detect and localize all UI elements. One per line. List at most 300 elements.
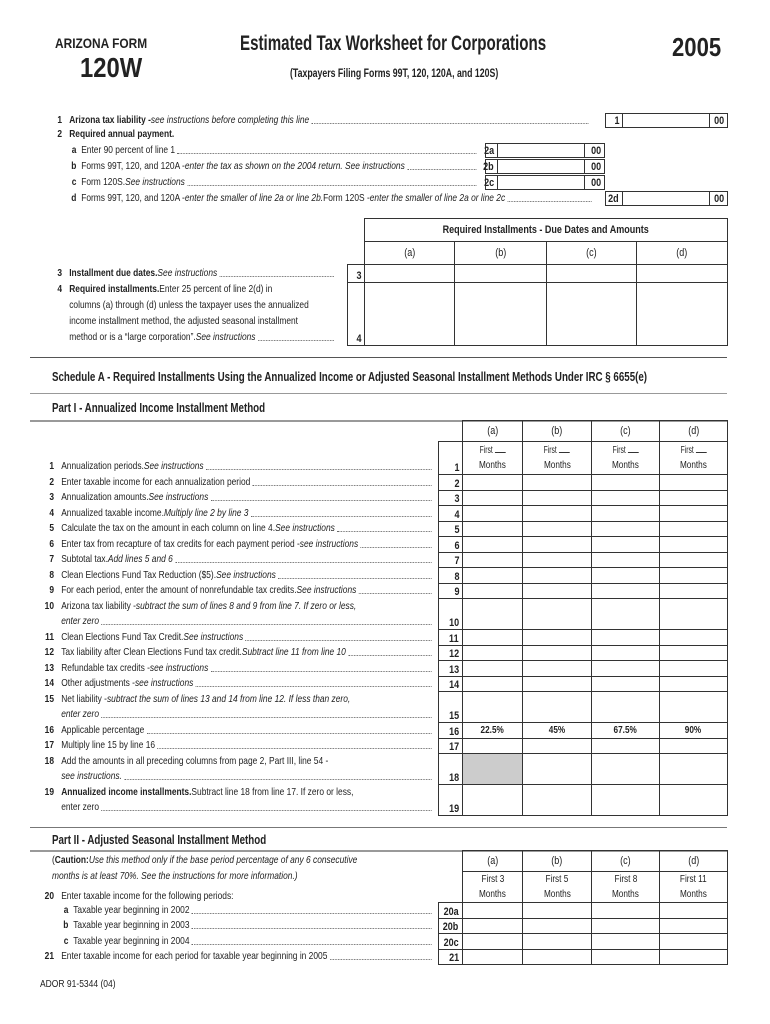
cell-text: 00 <box>713 115 724 127</box>
line-label <box>38 459 434 473</box>
column-header <box>591 850 660 872</box>
months-count-blank[interactable] <box>696 443 707 453</box>
months-count-blank[interactable] <box>628 443 639 453</box>
amount-field[interactable] <box>462 676 523 693</box>
amount-field[interactable] <box>659 629 728 646</box>
line-label-inner <box>38 769 434 783</box>
dot-leader <box>278 578 431 579</box>
line-number-box <box>438 660 463 677</box>
line-label <box>38 475 434 489</box>
line-number: 5 <box>49 522 54 534</box>
taxable-income-field[interactable] <box>591 918 660 935</box>
cell-text: 16 <box>448 725 459 738</box>
taxable-income-field[interactable] <box>462 902 523 919</box>
line-text: Subtotal tax. <box>61 553 108 565</box>
amount-field[interactable] <box>591 784 660 816</box>
amount-field[interactable] <box>497 143 585 158</box>
line-text: Forms 99T, 120, and 120A - <box>81 160 185 172</box>
months-label: Months <box>543 889 571 900</box>
line-text: See instructions <box>157 267 218 279</box>
amount-field[interactable] <box>591 738 660 755</box>
cents-field[interactable] <box>709 113 728 128</box>
caution-segment: Caution: <box>54 854 89 866</box>
line-text: See instructions <box>148 491 209 503</box>
cell-text: 14 <box>448 679 459 691</box>
amount-field[interactable] <box>659 660 728 677</box>
amount-field[interactable] <box>591 629 660 646</box>
period-label: First 11 <box>680 874 707 885</box>
line-label <box>38 785 434 799</box>
page-title: Estimated Tax Worksheet for Corporations <box>240 32 547 55</box>
amount-field[interactable] <box>522 567 592 584</box>
line-label <box>38 645 434 659</box>
amount-field[interactable] <box>522 645 592 662</box>
line-number: 1 <box>57 114 62 126</box>
line-text: method or is a “large corporation”. <box>69 331 196 343</box>
line-number-box <box>605 191 623 206</box>
line-label <box>38 537 434 551</box>
amount-field[interactable] <box>591 490 660 507</box>
amount-field[interactable] <box>591 505 660 522</box>
taxable-income-field[interactable] <box>659 918 728 935</box>
line-number: 12 <box>44 646 54 658</box>
dot-leader <box>175 562 431 563</box>
line-number: 8 <box>49 568 54 581</box>
dot-leader <box>211 671 432 672</box>
line-label-inner <box>46 191 594 205</box>
column-header <box>659 420 728 442</box>
annualization-period-field[interactable] <box>591 441 660 475</box>
line-number-box <box>438 918 463 935</box>
amount-field[interactable] <box>462 660 523 677</box>
amount-field[interactable] <box>462 536 523 553</box>
cell-text: 2c <box>483 177 494 189</box>
line-text: Required annual payment. <box>69 128 175 140</box>
cell-text: 2b <box>483 161 494 173</box>
amount-field[interactable] <box>659 784 728 816</box>
cell-text: 00 <box>590 177 601 189</box>
line-number-box <box>438 722 463 739</box>
caution-text <box>52 853 432 867</box>
line-number: 13 <box>44 661 54 674</box>
amount-field[interactable] <box>659 583 728 600</box>
line-text: Enter taxable income for each annualization period <box>61 475 251 488</box>
line-number: 7 <box>49 553 54 565</box>
line-number: 15 <box>44 692 54 705</box>
line-number-box <box>438 676 463 693</box>
amount-field[interactable] <box>462 645 523 662</box>
amount-field[interactable] <box>522 598 592 630</box>
line-text: Refundable tax credits - <box>61 661 150 674</box>
installments-title <box>364 218 728 242</box>
amount-field[interactable] <box>462 784 523 816</box>
cell-text: 10 <box>448 617 459 629</box>
amount-field[interactable] <box>462 474 523 491</box>
amount-field[interactable] <box>462 505 523 522</box>
caution-text <box>52 869 432 883</box>
column-header <box>522 420 592 442</box>
line-label <box>38 949 434 963</box>
line-number-box <box>438 536 463 553</box>
amount-field[interactable] <box>591 567 660 584</box>
line-label-inner <box>38 800 434 814</box>
cell-text: 12 <box>448 648 459 660</box>
line-text: Subtract line 18 from line 17. If zero or less, <box>191 785 354 798</box>
amount-field[interactable] <box>591 660 660 677</box>
line-number: 1 <box>49 460 54 472</box>
cell-text: (c) <box>620 855 631 867</box>
amount-field[interactable] <box>659 691 728 723</box>
amount-field[interactable] <box>462 691 523 723</box>
form-label: ARIZONA FORM <box>55 35 148 51</box>
line-number: a <box>71 144 77 156</box>
page-subtitle: (Taxpayers Filing Forms 99T, 120, 120A, and 120S) <box>290 68 499 80</box>
annualization-period-field[interactable] <box>659 441 728 475</box>
amount-field[interactable] <box>659 753 728 785</box>
amount-field[interactable] <box>462 552 523 569</box>
amount-field[interactable] <box>462 722 523 739</box>
taxable-income-field[interactable] <box>522 933 592 950</box>
line-text: For each period, enter the amount of nonrefundable tax credits. <box>61 584 297 596</box>
divider <box>30 357 727 358</box>
cell-text: (c) <box>586 247 597 259</box>
amount-field[interactable] <box>522 552 592 569</box>
amount-field[interactable] <box>522 629 592 646</box>
line-label <box>38 692 434 706</box>
line-text: Clean Elections Fund Tax Credit. <box>61 630 184 643</box>
taxable-income-field[interactable] <box>522 918 592 935</box>
cell-text: 3 <box>454 493 460 505</box>
amount-field[interactable] <box>591 676 660 693</box>
months-count-blank[interactable] <box>495 443 506 453</box>
cell-text: 00 <box>590 145 601 157</box>
line-text: enter the tax as shown on the 2004 return. See instructions <box>184 160 405 172</box>
amount-field[interactable] <box>462 598 523 630</box>
line-text: Annualized income installments. <box>61 785 192 798</box>
amount-field[interactable] <box>522 583 592 600</box>
caution-segment: ( <box>52 854 55 866</box>
line-label-inner <box>46 298 336 312</box>
line-text: Form 120S - <box>323 192 370 204</box>
amount-field[interactable] <box>659 567 728 584</box>
line-text: Form 120S. <box>81 176 126 188</box>
part2-title: Part II - Adjusted Seasonal Installment Method <box>52 833 267 847</box>
line-number-box <box>438 490 463 507</box>
amount-field[interactable] <box>522 722 592 739</box>
form-year: 2005 <box>672 32 722 62</box>
amount-field[interactable] <box>462 629 523 646</box>
amount-field[interactable] <box>622 191 710 206</box>
line-text: See instructions <box>296 584 357 596</box>
amount-field[interactable] <box>522 490 592 507</box>
taxable-income-field[interactable] <box>522 949 592 966</box>
amount-field[interactable] <box>659 552 728 569</box>
amount-field[interactable] <box>497 159 585 174</box>
caution-inner <box>52 853 432 867</box>
line-text: see instructions <box>134 677 194 689</box>
cents-field[interactable] <box>584 159 605 174</box>
cell-text: 2 <box>454 477 460 490</box>
line-label-inner <box>38 506 434 520</box>
line-number-box <box>438 691 463 723</box>
line-text: Taxable year beginning in 2003 <box>73 919 190 931</box>
line-label-inner <box>38 785 434 799</box>
taxable-income-field[interactable] <box>591 949 660 966</box>
line-label-inner <box>46 330 336 344</box>
amount-field[interactable] <box>659 676 728 693</box>
cell-text: 2a <box>483 145 494 157</box>
period-label: First 8 <box>614 874 637 885</box>
first-text: First <box>543 445 557 456</box>
cell-text: (d) <box>687 425 700 437</box>
amount-field[interactable] <box>522 536 592 553</box>
amount-field[interactable] <box>591 691 660 723</box>
dot-leader <box>253 485 432 486</box>
column-header <box>591 420 660 442</box>
dot-leader <box>192 944 432 945</box>
months-label: Months <box>479 889 506 900</box>
amount-field[interactable] <box>462 738 523 755</box>
amount-field[interactable] <box>497 175 585 190</box>
line-number-box <box>347 264 365 283</box>
first-label <box>478 443 507 458</box>
installment-amount-field[interactable] <box>454 282 547 346</box>
line-text: See instructions <box>275 522 335 534</box>
line-label <box>46 159 479 173</box>
due-date-field[interactable] <box>364 264 455 283</box>
cell-text: 45% <box>548 724 566 736</box>
cell-text: Required Installments - Due Dates and Amounts <box>442 224 650 236</box>
line-text: subtract the sum of lines 13 and 14 from line 12. If less than zero, <box>106 692 351 705</box>
line-text: subtract the sum of lines 8 and 9 from line 7. If zero or less, <box>135 599 357 612</box>
line-number: b <box>71 160 77 172</box>
caution-inner <box>52 869 432 883</box>
line-text: Enter taxable income for each period for taxable year beginning in 2005 <box>61 950 328 962</box>
dot-leader <box>211 500 432 501</box>
line-number: 11 <box>45 630 54 643</box>
line-number: 4 <box>49 506 54 519</box>
line-label-inner <box>38 903 434 917</box>
dot-leader <box>192 913 432 914</box>
line-label-inner <box>46 314 336 328</box>
amount-field[interactable] <box>591 722 660 739</box>
amount-field[interactable] <box>522 521 592 538</box>
amount-field[interactable] <box>659 722 728 739</box>
line-number: 21 <box>44 950 54 962</box>
column-header <box>462 850 523 872</box>
cents-field[interactable] <box>584 175 605 190</box>
period-header <box>522 871 592 903</box>
line-label <box>38 614 434 628</box>
line-number-box <box>438 753 463 785</box>
amount-field[interactable] <box>591 645 660 662</box>
line-number: 2 <box>49 475 54 488</box>
taxable-income-field[interactable] <box>462 933 523 950</box>
amount-field[interactable] <box>522 474 592 491</box>
amount-field[interactable] <box>462 567 523 584</box>
line-label-inner <box>46 127 446 141</box>
shaded-cell <box>462 753 523 785</box>
line-label-inner <box>38 707 434 721</box>
line-label-inner <box>38 599 434 613</box>
line-number: d <box>71 192 77 204</box>
amount-field[interactable] <box>522 660 592 677</box>
first-text: First <box>479 445 493 456</box>
line-label-inner <box>38 630 434 644</box>
line-text: Enter taxable income for the following periods: <box>61 890 234 902</box>
line-number: b <box>63 919 69 931</box>
line-label-inner <box>46 113 591 127</box>
installment-amount-field[interactable] <box>364 282 455 346</box>
dot-leader <box>246 640 432 641</box>
line-text: Calculate the tax on the amount in each column on line 4. <box>61 522 276 534</box>
amount-field[interactable] <box>591 536 660 553</box>
column-header <box>454 241 547 265</box>
line-label-inner <box>38 676 434 690</box>
cents-field[interactable] <box>584 143 605 158</box>
installment-amount-field[interactable] <box>636 282 728 346</box>
line-text: see instructions. <box>61 770 122 782</box>
line-text: Taxable year beginning in 2002 <box>73 903 190 916</box>
amount-field[interactable] <box>462 583 523 600</box>
line-number: 3 <box>57 267 62 279</box>
cell-text: 15 <box>448 710 459 722</box>
line-label-inner <box>38 568 434 582</box>
line-label-inner <box>46 143 479 157</box>
amount-field[interactable] <box>522 784 592 816</box>
taxable-income-field[interactable] <box>462 949 523 966</box>
line-number-box <box>438 441 463 475</box>
line-number-box <box>438 738 463 755</box>
line-text: Net liability - <box>61 692 107 705</box>
cell-text: 9 <box>454 586 460 598</box>
line-label <box>46 191 594 205</box>
dot-leader <box>251 516 432 517</box>
dot-leader <box>220 276 334 277</box>
installment-amount-field[interactable] <box>546 282 637 346</box>
amount-field[interactable] <box>591 521 660 538</box>
line-number: 16 <box>44 723 54 736</box>
form-number: 120W <box>80 52 143 83</box>
amount-field[interactable] <box>522 691 592 723</box>
amount-field[interactable] <box>522 505 592 522</box>
column-header <box>546 241 637 265</box>
line-label <box>38 918 434 932</box>
taxable-income-field[interactable] <box>462 918 523 935</box>
months-count-blank[interactable] <box>560 443 571 453</box>
dot-leader <box>196 686 432 687</box>
due-date-field[interactable] <box>636 264 728 283</box>
column-header <box>522 850 592 872</box>
due-date-field[interactable] <box>546 264 637 283</box>
taxable-income-field[interactable] <box>591 902 660 919</box>
dot-leader <box>157 748 431 749</box>
amount-field[interactable] <box>522 753 592 785</box>
amount-field[interactable] <box>659 505 728 522</box>
line-label-inner <box>38 552 434 566</box>
line-text: Annualization amounts. <box>61 491 149 503</box>
divider <box>30 827 727 828</box>
amount-field[interactable] <box>462 521 523 538</box>
amount-field[interactable] <box>591 753 660 785</box>
taxable-income-field[interactable] <box>522 902 592 919</box>
amount-field[interactable] <box>622 113 710 128</box>
line-number-box <box>438 902 463 919</box>
line-number-box <box>605 113 623 128</box>
amount-field[interactable] <box>591 583 660 600</box>
taxable-income-field[interactable] <box>659 933 728 950</box>
amount-field[interactable] <box>659 474 728 491</box>
amount-field[interactable] <box>659 490 728 507</box>
dot-leader <box>258 340 334 341</box>
cents-field[interactable] <box>709 191 728 206</box>
cell-text: 90% <box>685 724 702 736</box>
taxable-income-field[interactable] <box>591 933 660 950</box>
line-text: see instructions <box>149 661 209 674</box>
line-label <box>38 661 434 675</box>
amount-field[interactable] <box>591 474 660 491</box>
line-label-inner <box>38 754 434 768</box>
amount-field[interactable] <box>522 738 592 755</box>
line-text: Tax liability after Clean Elections Fund tax credit. <box>61 646 242 658</box>
line-label <box>46 266 336 280</box>
cell-text: 17 <box>448 741 459 753</box>
line-number: c <box>63 934 69 947</box>
cell-text: 18 <box>448 772 459 784</box>
line-text: Multiply line 15 by line 16 <box>61 739 156 751</box>
due-date-field[interactable] <box>454 264 547 283</box>
line-number-box <box>438 629 463 646</box>
line-label <box>46 330 336 344</box>
line-label <box>46 143 479 157</box>
cell-text: 5 <box>454 524 460 536</box>
first-text: First <box>680 445 694 456</box>
dot-leader <box>361 547 432 548</box>
amount-field[interactable] <box>659 536 728 553</box>
line-text: Arizona tax liability - <box>61 599 136 612</box>
amount-field[interactable] <box>659 645 728 662</box>
line-label-inner <box>38 661 434 675</box>
dot-leader <box>337 531 431 532</box>
line-number: 6 <box>49 537 54 550</box>
amount-field[interactable] <box>591 552 660 569</box>
dot-leader <box>101 717 431 718</box>
taxable-income-field[interactable] <box>659 902 728 919</box>
amount-field[interactable] <box>462 490 523 507</box>
line-label <box>38 738 434 752</box>
amount-field[interactable] <box>659 738 728 755</box>
cell-text: 4 <box>356 333 362 345</box>
amount-field[interactable] <box>522 676 592 693</box>
line-label <box>38 583 434 597</box>
amount-field[interactable] <box>591 598 660 630</box>
line-text: Add lines 5 and 6 <box>107 553 173 565</box>
period-label: First 5 <box>545 874 569 885</box>
cell-text: 8 <box>454 570 460 583</box>
amount-field[interactable] <box>659 598 728 630</box>
amount-field[interactable] <box>659 521 728 538</box>
taxable-income-field[interactable] <box>659 949 728 966</box>
line-label-inner <box>46 266 336 280</box>
line-label <box>46 175 479 189</box>
line-label <box>38 800 434 814</box>
line-number-box <box>438 784 463 816</box>
line-label-inner <box>46 175 479 189</box>
line-number: 17 <box>44 739 54 751</box>
dot-leader <box>407 169 476 170</box>
annualization-period-field[interactable] <box>462 441 523 475</box>
annualization-period-field[interactable] <box>522 441 592 475</box>
